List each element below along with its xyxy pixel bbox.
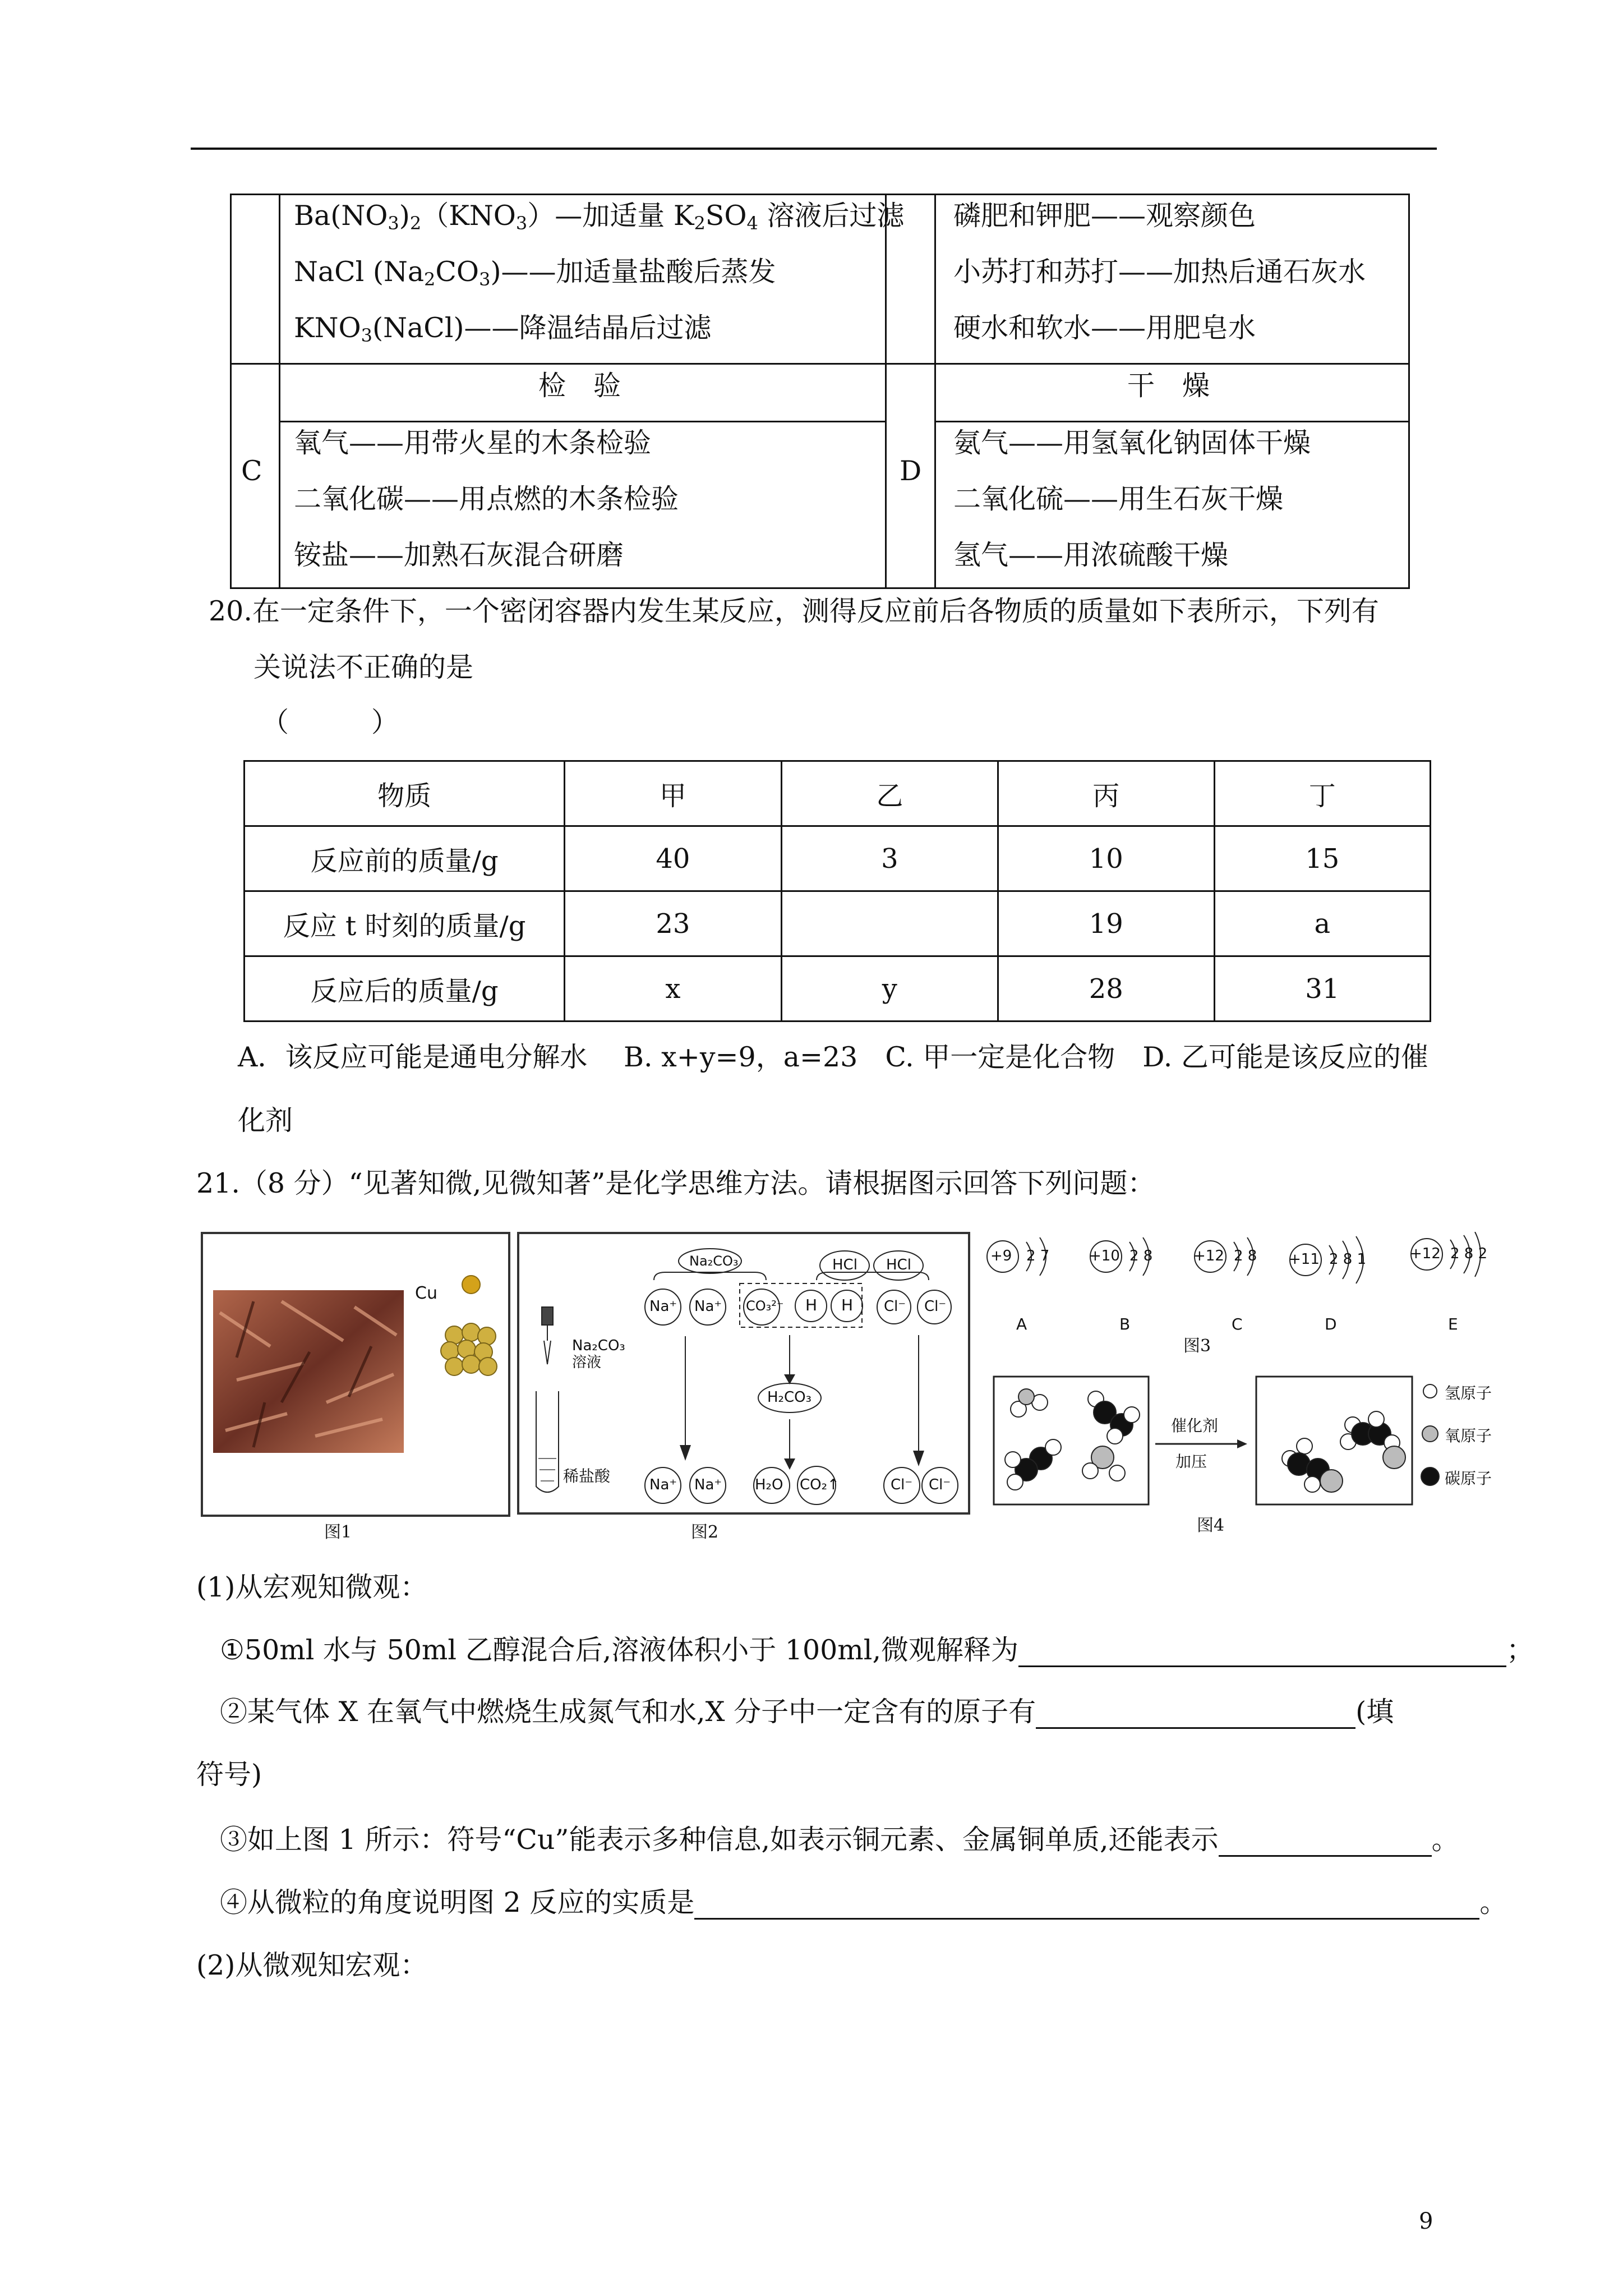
table-cell: 反应前的质量/g xyxy=(245,826,565,891)
table-b-item-1: 磷肥和钾肥——观察颜色 xyxy=(953,200,1256,232)
q21-sub4 xyxy=(220,1886,1507,1920)
atom-h-1: H xyxy=(805,1296,818,1314)
nucleus-e: +12 xyxy=(1410,1245,1441,1262)
table-cell: a xyxy=(1214,891,1430,956)
ion-na-1: Na⁺ xyxy=(649,1298,677,1315)
table-c-item-2: 二氧化碳——用点燃的木条检验 xyxy=(294,483,679,515)
table-b-item-2: 小苏打和苏打——加热后通石灰水 xyxy=(953,256,1366,288)
q21-part2: (2)从微观知宏观： xyxy=(196,1949,428,1981)
pressure-label: 加压 xyxy=(1175,1452,1207,1471)
table-cell: 15 xyxy=(1214,826,1430,891)
table-d-item-1: 氨气——用氢氧化钠固体干燥 xyxy=(953,427,1311,459)
mol-h2o: H₂O xyxy=(755,1476,783,1493)
figure-1 xyxy=(201,1232,510,1517)
q21-sub3 xyxy=(220,1823,1459,1857)
figure-2 xyxy=(517,1232,970,1515)
q21-sub3-end: 。 xyxy=(1431,1824,1459,1856)
header-cell: 物质 xyxy=(245,761,565,826)
ion-cl-4: Cl⁻ xyxy=(929,1476,951,1493)
q21-sub3-text: ③如上图 1 所示：符号“Cu”能表示多种信息,如表示铜元素、金属铜单质,还能表示 xyxy=(220,1824,1219,1856)
table-c-item-3: 铵盐——加熟石灰混合研磨 xyxy=(294,539,624,571)
reagent-hcl: 稀盐酸 xyxy=(563,1467,611,1485)
table-cell: 反应 t 时刻的质量/g xyxy=(245,891,565,956)
q20-options-cont: 化剂 xyxy=(238,1105,293,1137)
figure-4 xyxy=(993,1374,1497,1520)
header-cell: 丙 xyxy=(998,761,1214,826)
q21-sub2 xyxy=(220,1695,1394,1729)
figure-1-caption: 图1 xyxy=(324,1522,352,1542)
ion-cl-1: Cl⁻ xyxy=(884,1298,906,1315)
label-hcl-2: HCl xyxy=(886,1257,911,1273)
table-row xyxy=(245,891,1431,956)
answer-blank-4[interactable] xyxy=(694,1890,1479,1920)
shells-e: 2 8 2 xyxy=(1450,1245,1488,1262)
table-cell: y xyxy=(781,956,998,1022)
nucleus-a: +9 xyxy=(990,1248,1012,1264)
q21-sub1-text: ①50ml 水与 50ml 乙醇混合后,溶液体积小于 100ml,微观解释为 xyxy=(220,1634,1019,1666)
figure-4-caption: 图4 xyxy=(1197,1516,1225,1535)
label-hcl-1: HCl xyxy=(832,1257,857,1273)
table-row xyxy=(245,956,1431,1022)
q20-stem-line1: 20.在一定条件下，一个密闭容器内发生某反应，测得反应前后各物质的质量如下表所示，下列有 xyxy=(209,595,1379,627)
q21-sub2-end: (填 xyxy=(1355,1696,1394,1728)
label-c: C xyxy=(241,455,262,487)
label-h2co3: H₂CO₃ xyxy=(767,1389,812,1406)
ion-na-4: Na⁺ xyxy=(694,1476,722,1493)
nucleus-c: +12 xyxy=(1193,1248,1224,1264)
answer-blank-3[interactable] xyxy=(1219,1827,1432,1857)
table-cell: 40 xyxy=(565,826,781,891)
table-b-item-3: 硬水和软水——用肥皂水 xyxy=(953,312,1256,344)
q20-options: A．该反应可能是通电分解水 B. x+y=9，a=23 C. 甲一定是化合物 D. 乙可能是该反应的催 xyxy=(238,1041,1428,1073)
table-a-item-3: $KNO_3(NaCl)——$降温结晶后过滤 xyxy=(294,312,712,346)
ion-co3: CO₃²⁻ xyxy=(746,1298,784,1314)
letter-e: E xyxy=(1448,1315,1458,1333)
table-d-item-3: 氢气——用浓硫酸干燥 xyxy=(953,539,1229,571)
figure-3-caption: 图3 xyxy=(1183,1336,1211,1356)
nucleus-d: +11 xyxy=(1289,1251,1320,1268)
table-a-item-1: $Ba(NO_3)_2(KNO_3)—$加适量 $K_2SO_4$ 溶液后过滤 xyxy=(294,200,905,234)
label-na2co3: Na₂CO₃ xyxy=(689,1253,739,1269)
table-cell: 19 xyxy=(998,891,1214,956)
header-jianyan: 检 验 xyxy=(538,370,621,402)
table-header-row xyxy=(245,761,1431,826)
letter-a: A xyxy=(1016,1315,1027,1333)
table-cell: 28 xyxy=(998,956,1214,1022)
q21-stem: 21.（8 分）“见著知微,见微知著”是化学思维方法。请根据图示回答下列问题： xyxy=(196,1167,1155,1199)
letter-b: B xyxy=(1119,1315,1131,1333)
answer-blank-1[interactable] xyxy=(1018,1637,1506,1667)
table-a-item-2: NaCl $(Na_2CO_3)——$加适量盐酸后蒸发 xyxy=(294,256,776,290)
ion-na-3: Na⁺ xyxy=(649,1476,677,1493)
q20-stem-line2: 关说法不正确的是 xyxy=(253,651,474,683)
q21-sub1 xyxy=(220,1634,1534,1667)
letter-c: C xyxy=(1232,1315,1243,1333)
header-rule xyxy=(191,148,1437,150)
answer-blank-2[interactable] xyxy=(1036,1699,1355,1729)
ion-cl-2: Cl⁻ xyxy=(924,1298,947,1315)
label-d: D xyxy=(900,455,922,487)
page-number: 9 xyxy=(1419,2208,1433,2234)
table-row xyxy=(245,826,1431,891)
cu-atom-model xyxy=(437,1273,499,1397)
cu-label: Cu xyxy=(415,1283,437,1303)
shells-a: 2 7 xyxy=(1026,1248,1050,1264)
shells-d: 2 8 1 xyxy=(1329,1251,1367,1268)
q21-sub1-end: ； xyxy=(1506,1634,1534,1666)
table-cell: 反应后的质量/g xyxy=(245,956,565,1022)
table-cell: 23 xyxy=(565,891,781,956)
q20-answer-paren: （ ） xyxy=(261,706,399,738)
shells-b: 2 8 xyxy=(1129,1248,1153,1264)
atom-h-2: H xyxy=(841,1296,854,1314)
table-cell: 3 xyxy=(781,826,998,891)
table-cell: 10 xyxy=(998,826,1214,891)
q20-mass-table xyxy=(243,760,1431,1022)
header-cell: 丁 xyxy=(1214,761,1430,826)
q21-part1: (1)从宏观知微观： xyxy=(196,1571,428,1603)
header-cell: 乙 xyxy=(781,761,998,826)
legend-carbon: 碳原子 xyxy=(1445,1469,1492,1488)
q21-sub4-text: ④从微粒的角度说明图 2 反应的实质是 xyxy=(220,1887,695,1918)
shells-c: 2 8 xyxy=(1234,1248,1257,1264)
ion-na-2: Na⁺ xyxy=(694,1298,722,1315)
q21-sub2-text: ②某气体 X 在氧气中燃烧生成氮气和水,X 分子中一定含有的原子有 xyxy=(220,1696,1036,1728)
table-cell: x xyxy=(565,956,781,1022)
nucleus-b: +10 xyxy=(1089,1248,1120,1264)
letter-d: D xyxy=(1325,1315,1337,1333)
table-cell: 31 xyxy=(1214,956,1430,1022)
header-cell: 甲 xyxy=(565,761,781,826)
header-ganzao: 干 燥 xyxy=(1127,370,1210,402)
q21-sub4-end: 。 xyxy=(1479,1887,1507,1918)
mol-co2: CO₂↑ xyxy=(800,1476,840,1493)
catalyst-label: 催化剂 xyxy=(1171,1416,1219,1435)
table-cell xyxy=(781,891,998,956)
q21-sub2-cont: 符号) xyxy=(196,1759,262,1791)
figure-2-caption: 图2 xyxy=(691,1522,719,1542)
legend-hydrogen: 氢原子 xyxy=(1445,1384,1492,1402)
molecule-reaction xyxy=(993,1374,1497,1515)
ion-cl-3: Cl⁻ xyxy=(891,1476,913,1493)
reagent-na2co3: Na₂CO₃ 溶液 xyxy=(572,1337,625,1371)
legend-oxygen: 氧原子 xyxy=(1445,1427,1492,1445)
table-c-item-1: 氧气——用带火星的木条检验 xyxy=(294,427,652,459)
table-d-item-2: 二氧化硫——用生石灰干燥 xyxy=(953,483,1284,515)
